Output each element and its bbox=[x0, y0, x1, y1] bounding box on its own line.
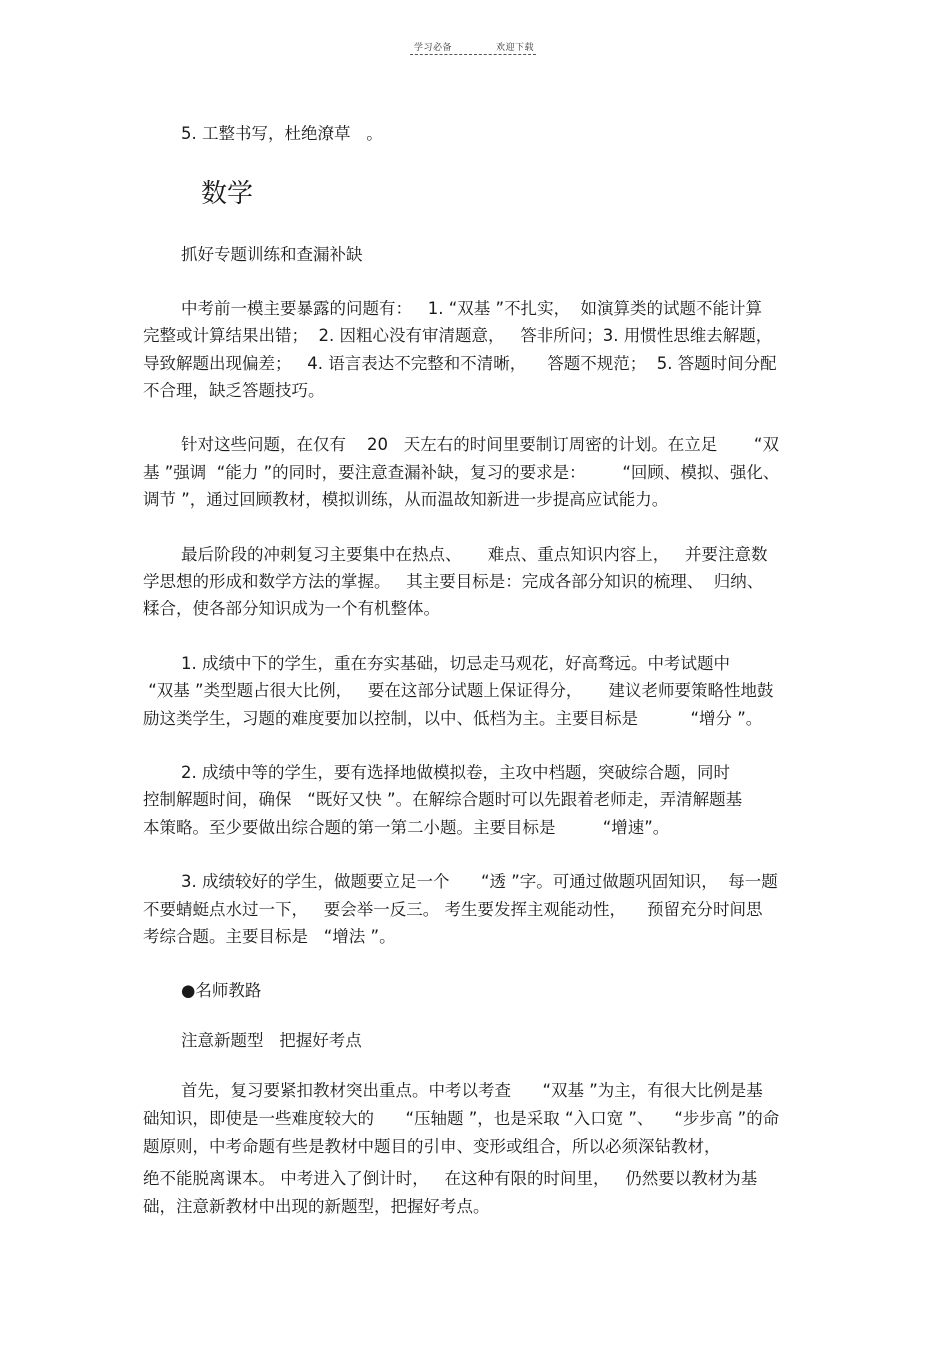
paragraph-line: 3. 成绩较好的学生，做题要立足一个 “透 ”字。可通过做题巩固知识， 每一题 bbox=[181, 872, 778, 891]
paragraph-line: 糅合，使各部分知识成为一个有机整体。 bbox=[143, 599, 440, 618]
paragraph-line: 导致解题出现偏差； 4. 语言表达不完整和不清晰， 答题不规范； 5. 答题时间分配 bbox=[143, 354, 777, 373]
paragraph-line: 针对这些问题，在仅有 20 天左右的时间里要制订周密的计划。在立足 “双 bbox=[181, 435, 779, 454]
paragraph-line: “双基 ”类型题占很大比例， 要在这部分试题上保证得分， 建议老师要策略性地鼓 bbox=[143, 681, 774, 700]
section-heading: ●名师教路 bbox=[181, 981, 262, 1000]
paragraph-line: 完整或计算结果出错； 2. 因粗心没有审清题意， 答非所问；3. 用惯性思维去解题， bbox=[143, 326, 773, 345]
subtitle: 抓好专题训练和查漏补缺 bbox=[181, 245, 363, 264]
header-right-text: 欢迎下载 bbox=[496, 43, 535, 53]
paragraph-line: 不要蜻蜓点水过一下， 要会举一反三。 考生要发挥主观能动性， 预留充分时间思 bbox=[143, 900, 763, 919]
paragraph-line: 调节 ”，通过回顾教材，模拟训练，从而温故知新进一步提高应试能力。 bbox=[143, 490, 669, 509]
paragraph-line: 中考前一模主要暴露的问题有： 1. “双基 ”不扎实， 如演算类的试题不能计算 bbox=[181, 299, 763, 318]
header-left-text: 学习必备 bbox=[414, 43, 453, 53]
paragraph-line: 题原则，中考命题有些是教材中题目的引申、变形或组合，所以必须深钻教材， bbox=[143, 1137, 721, 1156]
paragraph-line: 础，注意新教材中出现的新题型，把握好考点。 bbox=[143, 1197, 490, 1216]
paragraph-line: 1. 成绩中下的学生，重在夯实基础，切忌走马观花，好高骛远。中考试题中 bbox=[181, 654, 730, 673]
subtitle: 注意新题型 把握好考点 bbox=[181, 1031, 362, 1050]
paragraph-line: 础知识，即使是一些难度较大的 “压轴题 ”，也是采取 “入口宽 ”、 “步步高 ”的命 bbox=[143, 1109, 780, 1128]
paragraph-line: 首先，复习要紧扣教材突出重点。中考以考查 “双基 ”为主，有很大比例是基 bbox=[181, 1081, 763, 1100]
paragraph-line: 基 ”强调 “能力 ”的同时，要注意查漏补缺，复习的要求是： “回顾、模拟、强化、 bbox=[143, 463, 780, 482]
paragraph-line: 励这类学生，习题的难度要加以控制，以中、低档为主。主要目标是 “增分 ”。 bbox=[143, 709, 763, 728]
paragraph-line: 学思想的形成和数学方法的掌握。 其主要目标是：完成各部分知识的梳理、 归纳、 bbox=[143, 572, 764, 591]
paragraph-line: 绝不能脱离课本。 中考进入了倒计时， 在这种有限的时间里， 仍然要以教材为基 bbox=[143, 1169, 758, 1188]
paragraph-line: 不合理，缺乏答题技巧。 bbox=[143, 381, 325, 400]
paragraph-line: 考综合题。主要目标是 “增法 ”。 bbox=[143, 927, 396, 946]
header-rule bbox=[410, 54, 536, 55]
paragraph-line: 控制解题时间，确保 “既好又快 ”。在解综合题时可以先跟着老师走，弄清解题基 bbox=[143, 790, 743, 809]
list-item-5: 5. 工整书写，杜绝潦草 。 bbox=[181, 124, 383, 143]
paragraph-line: 本策略。至少要做出综合题的第一第二小题。主要目标是 “增速”。 bbox=[143, 818, 670, 837]
paragraph-line: 2. 成绩中等的学生，要有选择地做模拟卷，主攻中档题，突破综合题，同时 bbox=[181, 763, 730, 782]
paragraph-line: 最后阶段的冲刺复习主要集中在热点、 难点、重点知识内容上， 并要注意数 bbox=[181, 545, 768, 564]
section-title: 数学 bbox=[201, 179, 254, 209]
